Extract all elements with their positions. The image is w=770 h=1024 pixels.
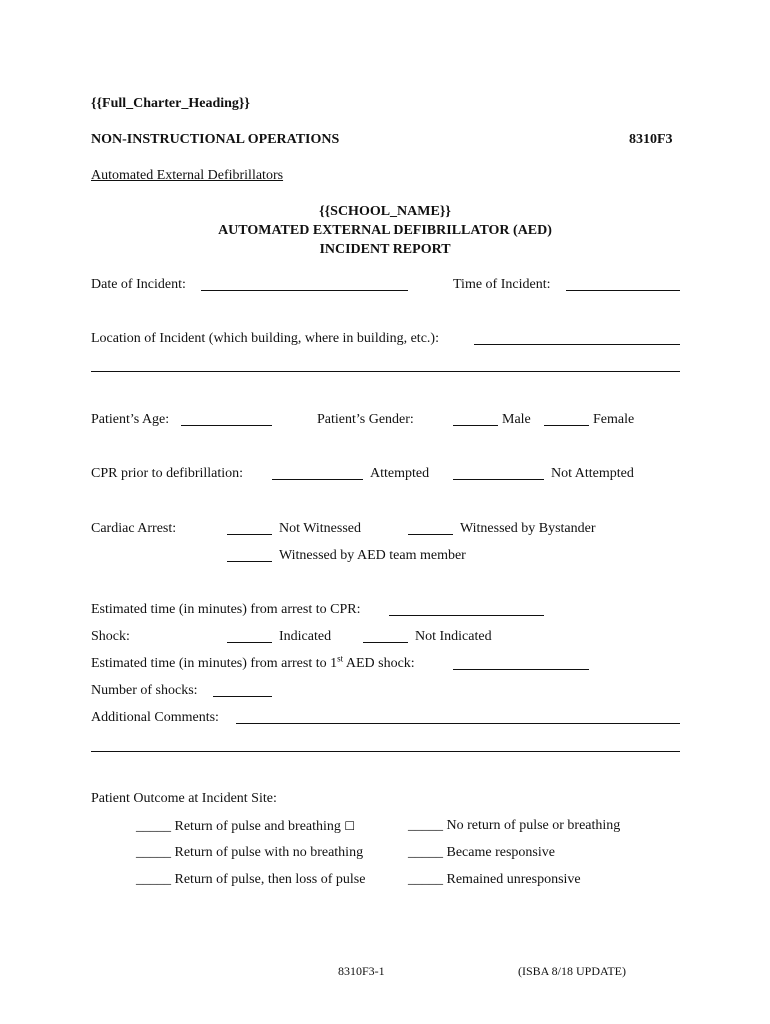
charter-heading: {{Full_Charter_Heading}} — [91, 96, 250, 111]
school-name: {{SCHOOL_NAME}} — [319, 204, 451, 219]
form-title-line1: AUTOMATED EXTERNAL DEFIBRILLATOR (AED) — [218, 223, 552, 238]
outcome-option[interactable]: _____ Remained unresponsive — [408, 872, 581, 887]
outcome-option[interactable]: _____ Became responsive — [408, 845, 555, 860]
subject-title: Automated External Defibrillators — [91, 168, 284, 183]
checkbox-icon[interactable]: ☐ — [344, 819, 356, 833]
female-blank[interactable] — [544, 425, 589, 426]
cpr-not-attempted-blank[interactable] — [453, 479, 544, 480]
female-label: Female — [593, 412, 635, 427]
male-blank[interactable] — [453, 425, 498, 426]
cardiac-label: Cardiac Arrest: — [91, 521, 177, 536]
time-field[interactable] — [566, 290, 680, 291]
cpr-label: CPR prior to defibrillation: — [91, 466, 244, 481]
witnessed-bystander-label: Witnessed by Bystander — [460, 521, 596, 536]
comments-label: Additional Comments: — [91, 710, 219, 725]
est-aed-sup: st — [337, 653, 344, 664]
location-field-line2[interactable] — [91, 371, 680, 372]
outcome-option[interactable] — [136, 817, 355, 836]
witnessed-bystander-blank[interactable] — [408, 534, 453, 535]
date-label: Date of Incident: — [91, 277, 186, 292]
not-indicated-blank[interactable] — [363, 642, 408, 643]
indicated-blank[interactable] — [227, 642, 272, 643]
age-label: Patient’s Age: — [91, 412, 170, 427]
male-label: Male — [502, 412, 531, 427]
outcome-option[interactable]: _____ Return of pulse, then loss of pulse — [136, 872, 366, 887]
section-title: NON-INSTRUCTIONAL OPERATIONS — [91, 132, 340, 147]
comments-field[interactable] — [236, 723, 680, 724]
form-title-line2: INCIDENT REPORT — [319, 242, 451, 257]
witnessed-aed-blank[interactable] — [227, 561, 272, 562]
outcome-option-text: _____ Return of pulse and breathing — [136, 819, 341, 834]
est-aed-label — [91, 655, 415, 673]
num-shocks-label: Number of shocks: — [91, 683, 198, 698]
page-number: 8310F3-1 — [338, 964, 385, 978]
date-field[interactable] — [201, 290, 408, 291]
est-cpr-field[interactable] — [389, 615, 544, 616]
est-aed-prefix: Estimated time (in minutes) from arrest to 1 — [91, 656, 338, 671]
policy-code: 8310F3 — [629, 132, 673, 147]
update-note: (ISBA 8/18 UPDATE) — [518, 964, 627, 978]
outcome-option[interactable]: _____ Return of pulse with no breathing — [136, 845, 364, 860]
est-cpr-label: Estimated time (in minutes) from arrest to CPR: — [91, 602, 361, 617]
cpr-not-attempted-label: Not Attempted — [551, 466, 634, 481]
location-field[interactable] — [474, 344, 680, 345]
comments-field-line2[interactable] — [91, 751, 680, 752]
outcome-label: Patient Outcome at Incident Site: — [91, 791, 277, 806]
cpr-attempted-blank[interactable] — [272, 479, 363, 480]
outcome-option[interactable]: _____ No return of pulse or breathing — [408, 818, 621, 833]
witnessed-aed-label: Witnessed by AED team member — [279, 548, 466, 563]
gender-label: Patient’s Gender: — [317, 412, 414, 427]
time-label: Time of Incident: — [453, 277, 551, 292]
not-indicated-label: Not Indicated — [415, 629, 492, 644]
shock-label: Shock: — [91, 629, 130, 644]
num-shocks-field[interactable] — [213, 696, 272, 697]
not-witnessed-blank[interactable] — [227, 534, 272, 535]
age-field[interactable] — [181, 425, 272, 426]
location-label: Location of Incident (which building, where in building, etc.): — [91, 331, 439, 346]
indicated-label: Indicated — [279, 629, 332, 644]
cpr-attempted-label: Attempted — [370, 466, 430, 481]
not-witnessed-label: Not Witnessed — [279, 521, 362, 536]
est-aed-field[interactable] — [453, 669, 589, 670]
est-aed-suffix: AED shock: — [343, 656, 415, 671]
